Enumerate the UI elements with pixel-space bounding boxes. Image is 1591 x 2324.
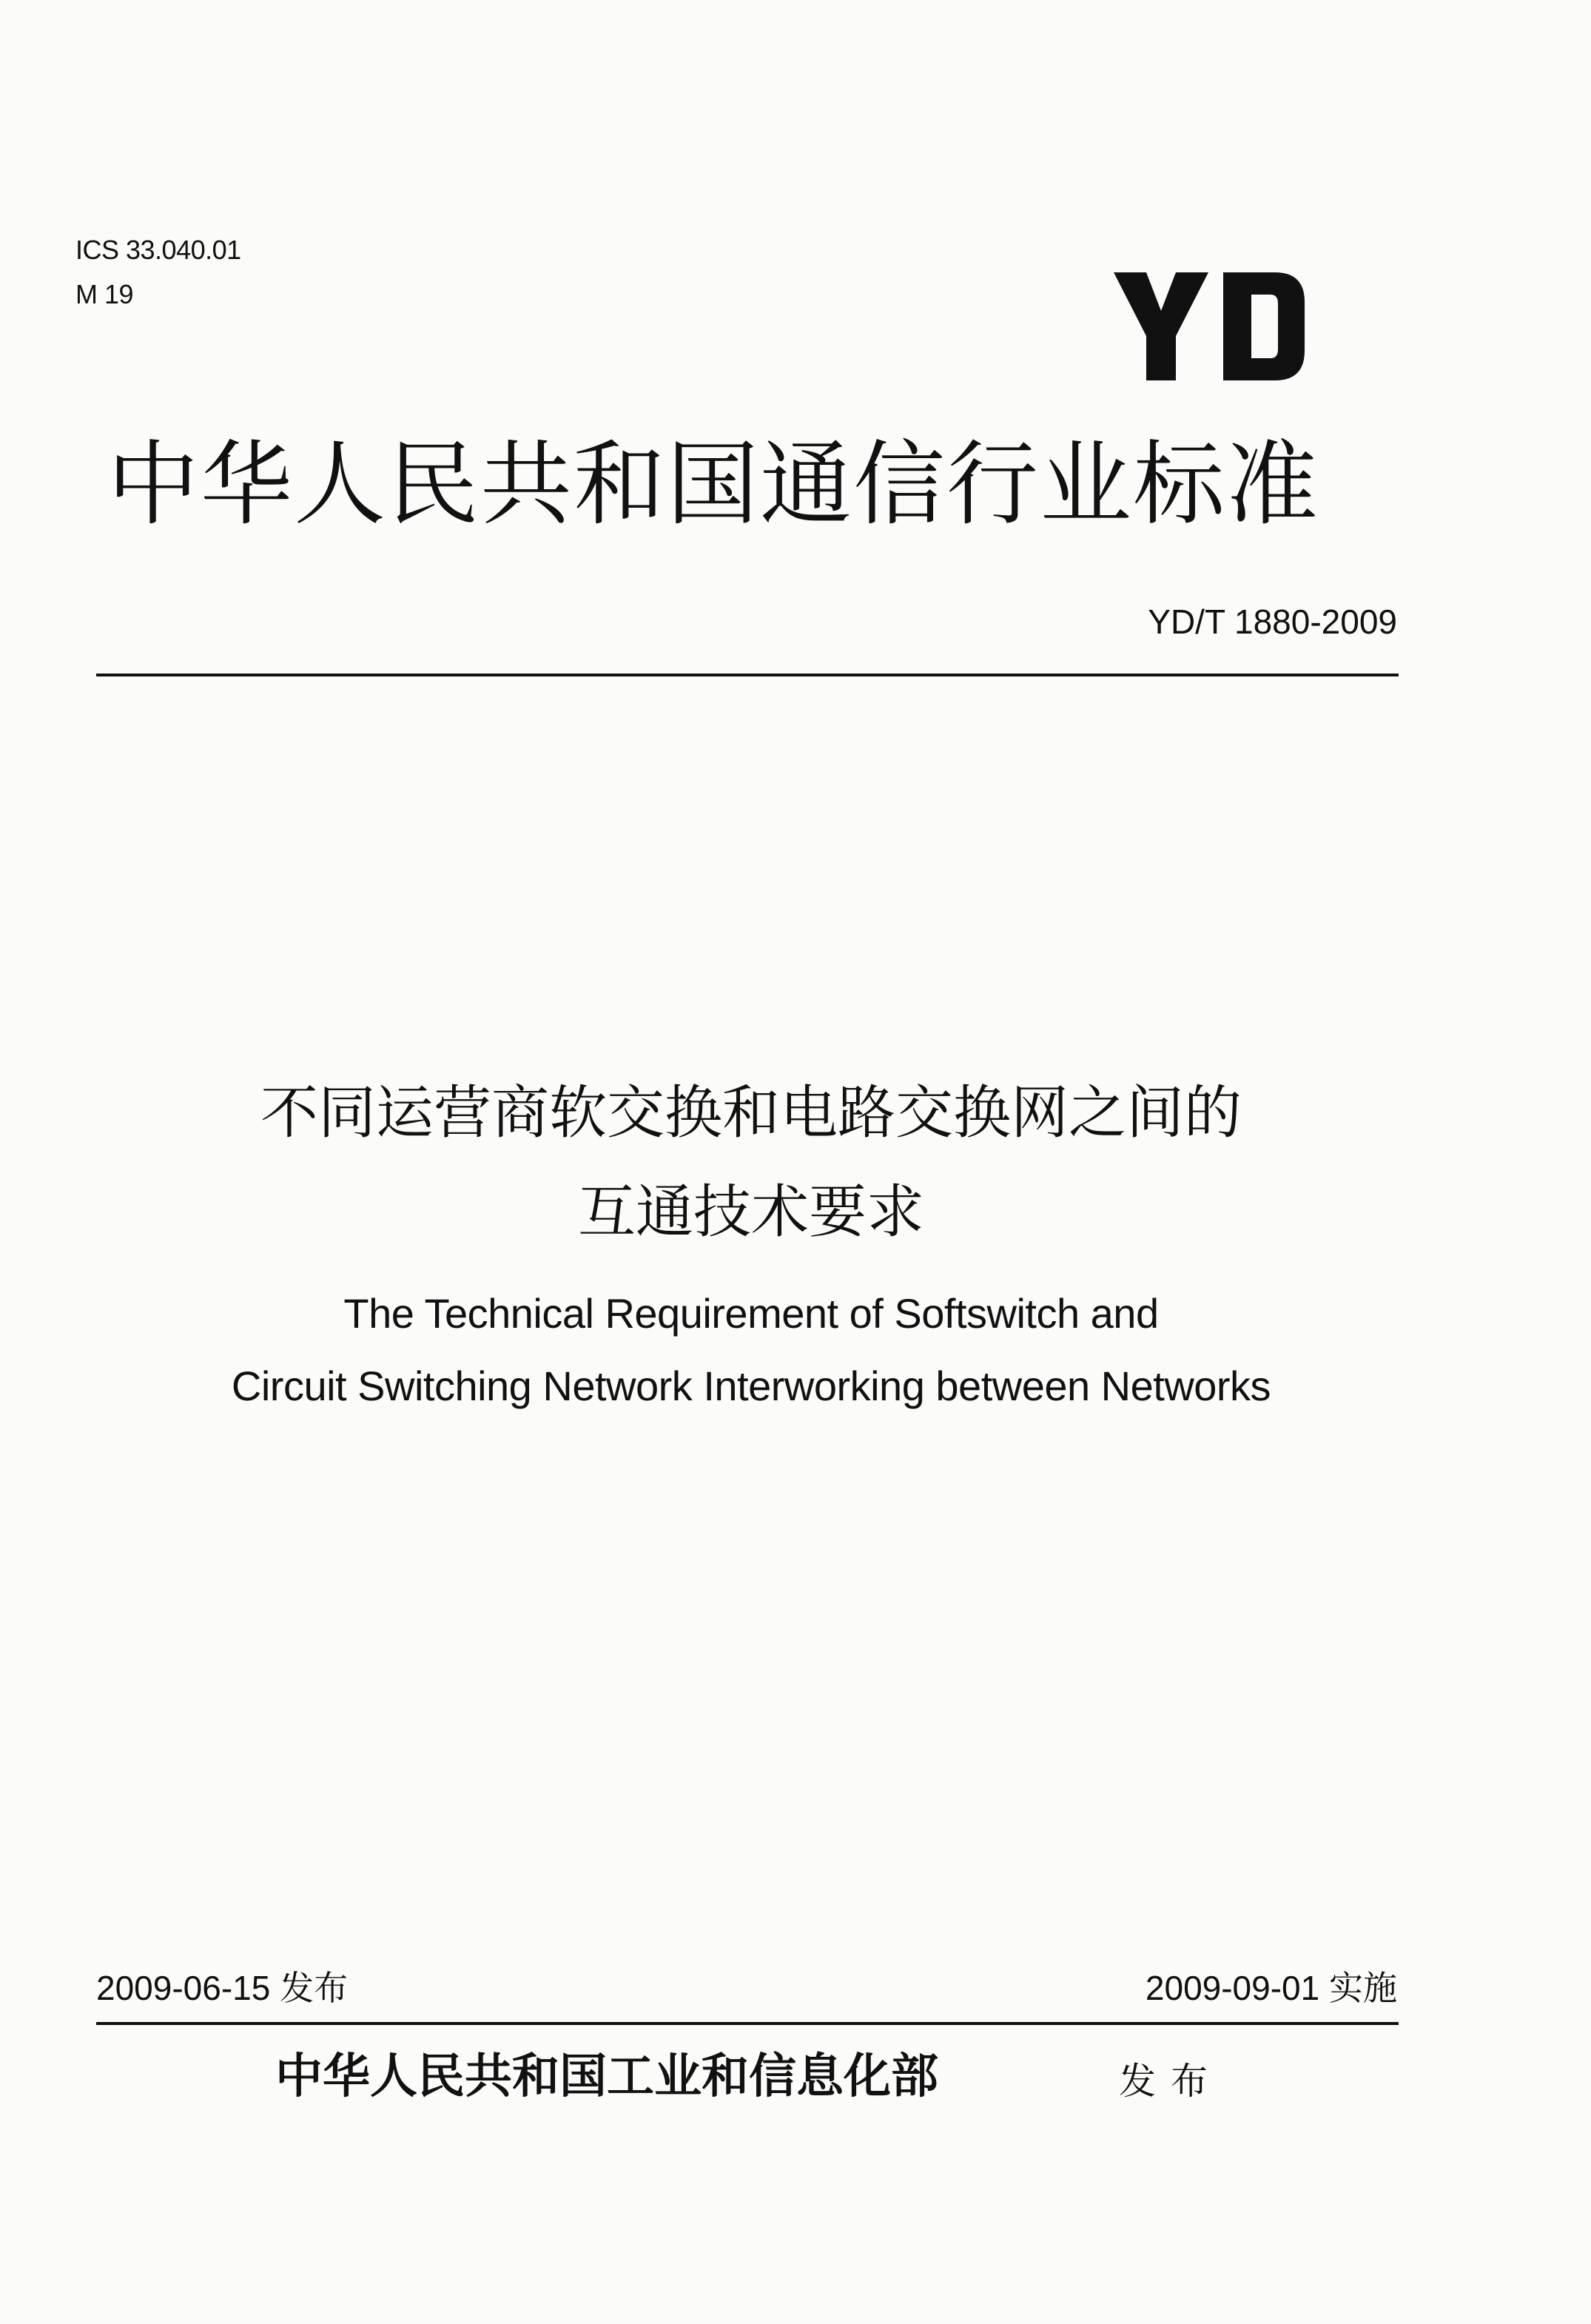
standard-number: YD/T 1880-2009 — [1148, 602, 1397, 641]
issuer-action: 发布 — [1119, 2060, 1222, 2103]
ics-code: ICS 33.040.01 — [75, 235, 241, 265]
implementation-date: 2009-09-01 实施 — [1145, 1969, 1397, 2007]
title-en-line1: The Technical Requirement of Softswitch and — [343, 1290, 1159, 1337]
title-en-line2: Circuit Switching Network Interworking between Networks — [231, 1363, 1271, 1409]
footer-divider — [96, 2022, 1399, 2025]
yd-logo — [1114, 272, 1306, 380]
standard-category-title: 中华人民共和国通信行业标准 — [107, 431, 1320, 538]
title-cn-line1: 不同运营商软交换和电路交换网之间的 — [260, 1080, 1242, 1146]
title-cn-line2: 互通技术要求 — [577, 1179, 924, 1246]
header-divider — [96, 674, 1399, 676]
issue-date: 2009-06-15 发布 — [96, 1969, 349, 2007]
issuer-name: 中华人民共和国工业和信息化部 — [275, 2049, 938, 2104]
ccs-code: M 19 — [75, 279, 134, 309]
